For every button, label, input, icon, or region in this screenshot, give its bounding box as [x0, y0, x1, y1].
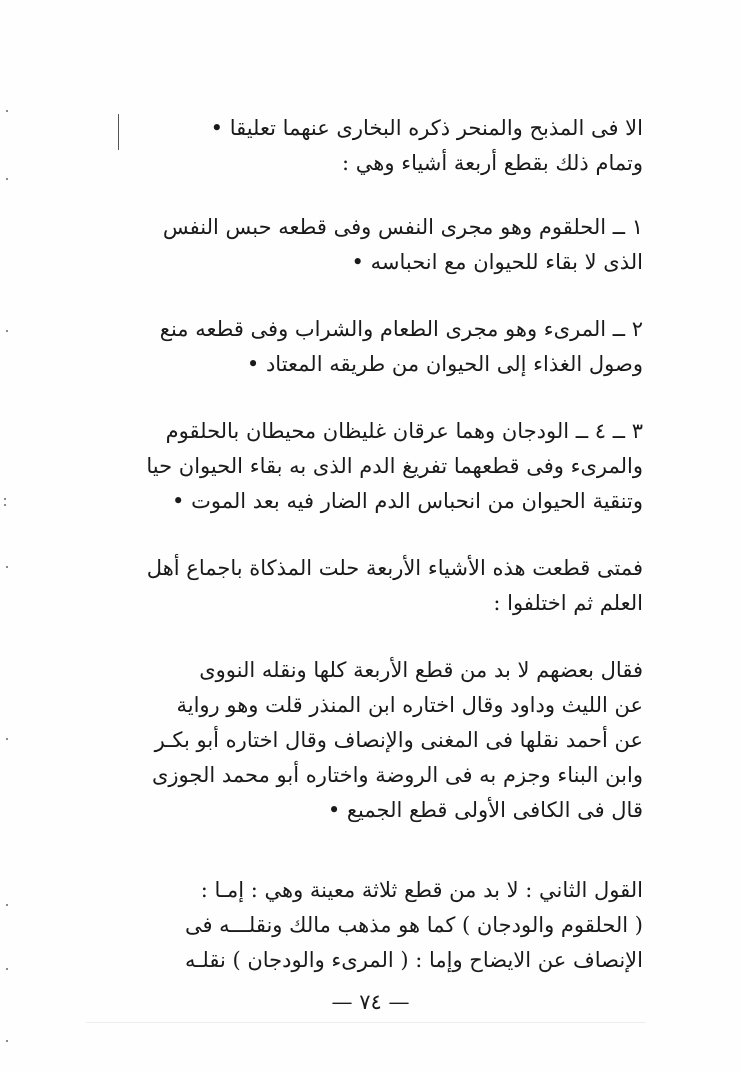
paragraph-item-3-4 — [118, 414, 643, 519]
paragraph-item-2 — [118, 312, 643, 382]
text-line: وصول الغذاء إلى الحيوان من طريقه المعتاد • — [246, 352, 643, 376]
text-line: فمتى قطعت هذه الأشياء الأربعة حلت المذكاة باجماع أهل — [146, 556, 643, 580]
text-line: ١ ــ الحلقوم وهو مجرى النفس وفى قطعه حبس النفس — [162, 215, 643, 239]
text-line: الذى لا بقاء للحيوان مع انحباسه • — [351, 250, 643, 274]
margin-dot — [6, 330, 8, 332]
paragraph-first-opinion — [118, 653, 643, 828]
text-line: عن أحمد نقلها فى المغنى والإنصاف وقال اختاره أبو بكـر — [154, 728, 643, 752]
text-line: والمرىء وفى قطعهما تفريغ الدم الذى به بقاء الحيوان حيا — [146, 454, 643, 478]
margin-dot — [4, 498, 6, 500]
paragraph-disagreement — [118, 551, 643, 621]
paragraph-item-1 — [118, 210, 643, 280]
text-line: ( الحلقوم والودجان ) كما هو مذهب مالك ونقلـــه فى — [184, 913, 643, 937]
text-line: العلم ثم اختلفوا : — [493, 591, 643, 615]
footer-rule — [86, 1022, 646, 1023]
text-line: وابن البناء وجزم به فى الروضة واختاره أبو محمد الجوزى — [151, 763, 643, 787]
text-line: الا فى المذبح والمنحر ذكره البخارى عنهما تعليقا • — [210, 116, 643, 140]
text-line: فقال بعضهم لا بد من قطع الأربعة كلها ونقله النووى — [199, 658, 643, 682]
margin-dot — [4, 504, 6, 506]
text-line: قال فى الكافى الأولى قطع الجميع • — [327, 798, 643, 822]
paragraph-intro — [118, 111, 643, 181]
text-line: ٢ ــ المرىء وهو مجرى الطعام والشراب وفى قطعه منع — [159, 317, 643, 341]
text-line: عن الليث وداود وقال اختاره ابن المنذر قلت وهو رواية — [176, 693, 643, 717]
paragraph-second-opinion — [118, 873, 643, 978]
margin-dot — [6, 738, 8, 740]
text-line: وتمام ذلك بقطع أربعة أشياء وهي : — [342, 151, 643, 175]
margin-dot — [6, 178, 8, 180]
margin-dot — [6, 968, 8, 970]
margin-dot — [6, 110, 8, 112]
text-line: ٣ ــ ٤ ــ الودجان وهما عرقان غليظان محيطان بالحلقوم — [165, 419, 643, 443]
text-line: وتنقية الحيوان من انحباس الدم الضار فيه بعد الموت • — [172, 489, 643, 513]
text-line: الإنصاف عن الايضاح وإما : ( المرىء والودجان ) نقلـه — [184, 948, 643, 972]
margin-dot — [6, 904, 8, 906]
page-number: — ٧٤ — — [331, 990, 410, 1014]
margin-dot — [6, 566, 8, 568]
margin-dot — [6, 1040, 8, 1042]
text-line: القول الثاني : لا بد من قطع ثلاثة معينة وهي : إمـا : — [200, 878, 643, 902]
